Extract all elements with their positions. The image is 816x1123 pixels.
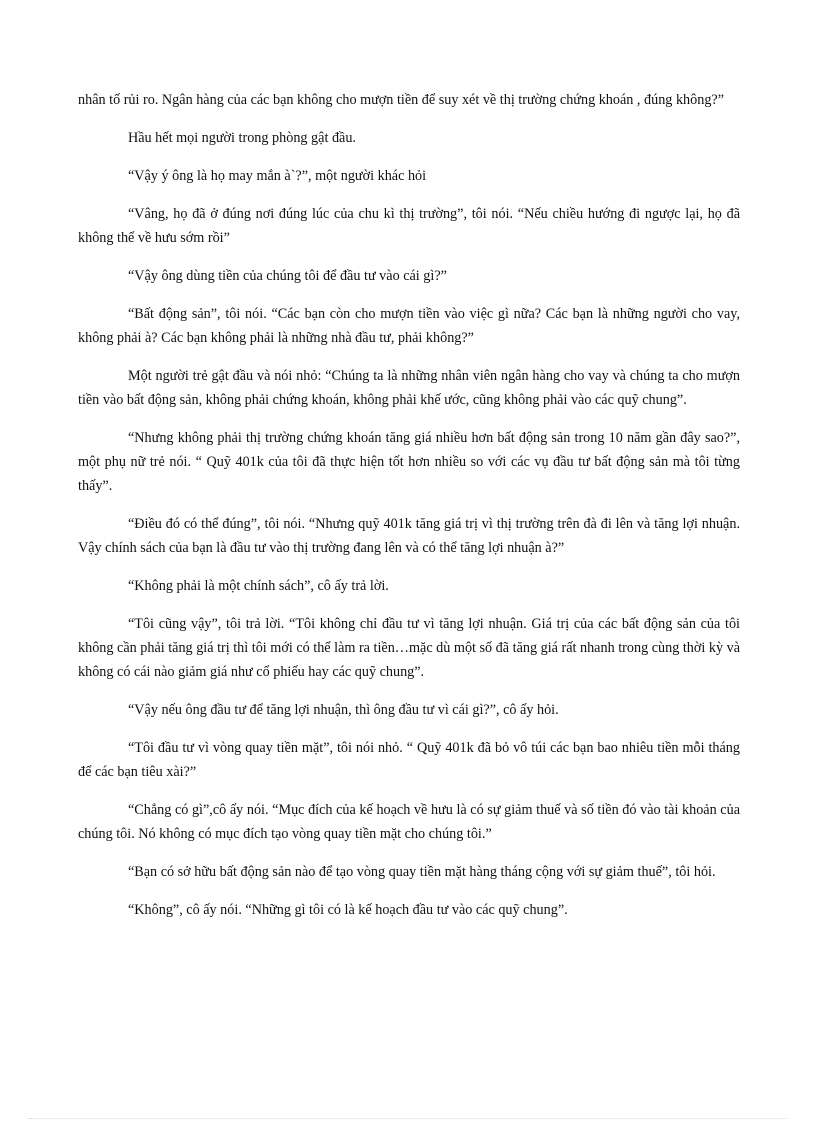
document-page [78,88,740,936]
paragraph: “Nhưng không phải thị trường chứng khoán tăng giá nhiều hơn bất động sản trong 10 năm gần đây sao?”, một phụ nữ trẻ nói. “ Quỹ 401k của tôi đã thực hiện tốt hơn nhiều so với các vụ đầu tư bất động sản mà tôi từng thấy”. [78,430,740,494]
paragraph: “Vậy nếu ông đầu tư để tăng lợi nhuận, thì ông đầu tư vì cái gì?”, cô ấy hỏi. [128,702,559,718]
paragraph: Hầu hết mọi người trong phòng gật đầu. [128,130,356,146]
paragraph: “Tôi cũng vậy”, tôi trả lời. “Tôi không chỉ đầu tư vì tăng lợi nhuận. Giá trị của các bất động sản của tôi không cần phải tăng giá trị thì tôi mới có thể làm ra tiền…mặc dù một số đã tăng giá rất nhanh trong cùng thời kỳ và không có cái nào giảm giá như cổ phiếu hay các quỹ chung”. [78,616,740,680]
paragraph: “Không”, cô ấy nói. “Những gì tôi có là kế hoạch đầu tư vào các quỹ chung”. [128,902,568,918]
paragraph: “Bất động sản”, tôi nói. “Các bạn còn cho mượn tiền vào việc gì nữa? Các bạn là những người cho vay, không phải à? Các bạn không phải là những nhà đầu tư, phải không?” [78,306,740,346]
paragraph: “Bạn có sở hữu bất động sản nào để tạo vòng quay tiền mặt hàng tháng cộng với sự giảm thuế”, tôi hỏi. [128,864,716,880]
paragraph: “Vâng, họ đã ở đúng nơi đúng lúc của chu kì thị trường”, tôi nói. “Nếu chiều hướng đi ngược lại, họ đã không thể về hưu sớm rồi” [78,206,740,246]
paragraph: “Vậy ý ông là họ may mắn à`?”, một người khác hỏi [128,168,427,184]
paragraph: “Chẳng có gì”,cô ấy nói. “Mục đích của kế hoạch về hưu là có sự giảm thuế và số tiền đó vào tài khoản của chúng tôi. Nó không có mục đích tạo vòng quay tiền mặt cho chúng tôi.” [78,802,740,842]
page-bottom-rule [28,1118,788,1119]
paragraph: “Vậy ông dùng tiền của chúng tôi để đầu tư vào cái gì?” [128,268,447,284]
paragraph: Một người trẻ gật đầu và nói nhỏ: “Chúng ta là những nhân viên ngân hàng cho vay và chúng ta cho mượn tiền vào bất động sản, không phải chứng khoán, không phải khế ước, cũng không phải vào các quỹ chung”. [78,368,740,408]
paragraph: “Không phải là một chính sách”, cô ấy trả lời. [128,578,389,594]
paragraph: nhân tố rủi ro. Ngân hàng của các bạn không cho mượn tiền để suy xét về thị trường chứng khoán , đúng không?” [78,92,725,108]
paragraph: “Điều đó có thể đúng”, tôi nói. “Nhưng quỹ 401k tăng giá trị vì thị trường trên đà đi lên và tăng lợi nhuận. Vậy chính sách của bạn là đầu tư vào thị trường đang lên và có thể tăng lợi nhuận à?” [78,516,740,556]
paragraph: “Tôi đầu tư vì vòng quay tiền mặt”, tôi nói nhỏ. “ Quỹ 401k đã bỏ vô túi các bạn bao nhiêu tiền mỗi tháng để các bạn tiêu xài?” [78,740,740,780]
